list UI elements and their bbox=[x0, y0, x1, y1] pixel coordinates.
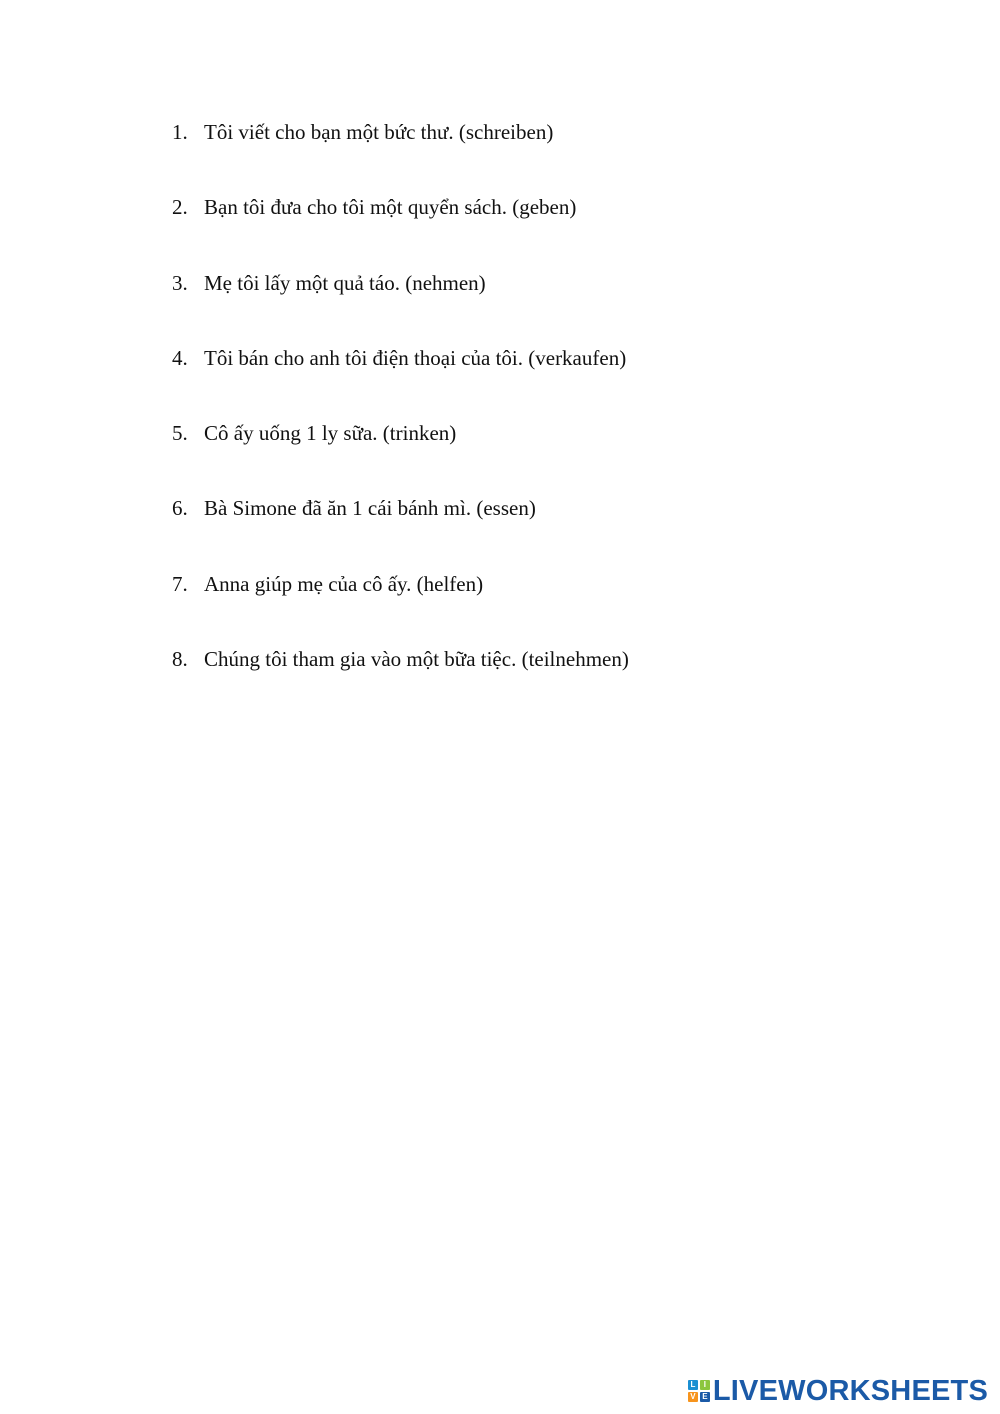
exercise-sentence: Mẹ tôi lấy một quả táo. (nehmen) bbox=[204, 270, 486, 295]
exercise-sentence: Chúng tôi tham gia vào một bữa tiệc. (teilnehmen) bbox=[204, 647, 629, 672]
exercise-sentence: Tôi viết cho bạn một bức thư. (schreiben) bbox=[204, 120, 554, 144]
exercise-item-3 bbox=[172, 268, 629, 343]
logo-mark-cell: L bbox=[688, 1380, 698, 1390]
exercise-sentence: Bạn tôi đưa cho tôi một quyển sách. (geben) bbox=[204, 195, 577, 220]
exercise-item-6 bbox=[172, 493, 629, 568]
exercise-number: 7. bbox=[172, 571, 188, 596]
exercise-item-2 bbox=[172, 192, 629, 267]
exercise-item-1 bbox=[172, 117, 629, 192]
exercise-number: 6. bbox=[172, 496, 188, 521]
liveworksheets-logo bbox=[688, 1376, 988, 1406]
exercise-item-7 bbox=[172, 569, 629, 644]
exercise-number: 2. bbox=[172, 195, 188, 220]
logo-mark-cell: I bbox=[700, 1380, 710, 1390]
exercise-item-5 bbox=[172, 418, 629, 493]
logo-wordmark: LIVEWORKSHEETS bbox=[712, 1374, 988, 1407]
exercise-list bbox=[172, 117, 629, 719]
exercise-number: 3. bbox=[172, 270, 188, 295]
exercise-number: 5. bbox=[172, 421, 188, 446]
exercise-item-4 bbox=[172, 343, 629, 418]
logo-mark-cell: V bbox=[688, 1392, 698, 1402]
exercise-sentence: Cô ấy uống 1 ly sữa. (trinken) bbox=[204, 421, 457, 446]
exercise-sentence: Anna giúp mẹ của cô ấy. (helfen) bbox=[204, 571, 484, 596]
exercise-number: 4. bbox=[172, 345, 188, 370]
exercise-item-8 bbox=[172, 644, 629, 719]
exercise-number: 1. bbox=[172, 120, 188, 144]
exercise-sentence: Tôi bán cho anh tôi điện thoại của tôi. (verkaufen) bbox=[204, 345, 627, 370]
liveworksheets-logo-icon bbox=[688, 1380, 710, 1402]
exercise-number: 8. bbox=[172, 647, 188, 672]
exercise-sentence: Bà Simone đã ăn 1 cái bánh mì. (essen) bbox=[204, 496, 536, 521]
logo-mark-cell: E bbox=[700, 1392, 710, 1402]
